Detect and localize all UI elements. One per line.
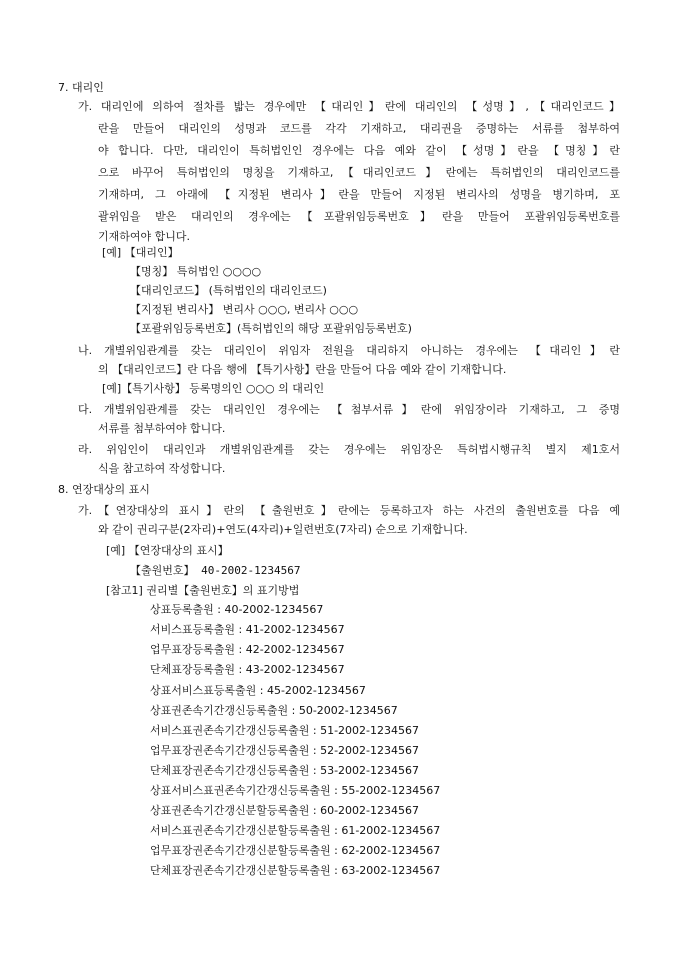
- s7-ga-example-attorney: 【지정된 변리사】 변리사 ○○○, 변리사 ○○○: [130, 303, 359, 316]
- reference-item: 단체표장권존속기간갱신분할등록출원 : 63-2002-1234567: [150, 864, 441, 877]
- s8-ga-example-label: [예] 【연장대상의 표시】: [106, 544, 229, 557]
- s7-ga-example-code: 【대리인코드】 (특허법인의 대리인코드): [130, 284, 327, 297]
- reference-item: 업무표장등록출원 : 42-2002-1234567: [150, 643, 345, 656]
- s7-ga-example-name: 【명칭】 특허법인 ○○○○: [130, 265, 262, 278]
- s7-ra-line-2: 식을 참고하여 작성합니다.: [98, 462, 226, 475]
- s7-ga-line-1: 가. 대리인에 의하여 절차를 밟는 경우에만 【대리인】란에 대리인의 【성명】,【대리인코드】: [78, 100, 620, 113]
- reference-item: 단체표장권존속기간갱신등록출원 : 53-2002-1234567: [150, 764, 420, 777]
- s7-ga-line-4: 으로 바꾸어 특허법인의 명칭을 기재하고,【대리인코드】란에는 특허법인의 대리인코드를: [98, 166, 620, 179]
- s7-ga-example-registration: 【포괄위임등록번호】(특허법인의 해당 포괄위임등록번호): [130, 322, 412, 335]
- reference-item: 상표권존속기간갱신분할등록출원 : 60-2002-1234567: [150, 804, 420, 817]
- section-7-heading: 7. 대리인: [58, 81, 104, 94]
- reference-item: 단체표장등록출원 : 43-2002-1234567: [150, 663, 345, 676]
- s7-na-line-1: 나. 개별위임관계를 갖는 대리인이 위임자 전원을 대리하지 아니하는 경우에는 【대리인】란: [78, 344, 620, 357]
- reference-item: 업무표장권존속기간갱신등록출원 : 52-2002-1234567: [150, 744, 420, 757]
- s8-ga-line-1: 가.【연장대상의 표시】란의 【출원번호】란에는 등록하고자 하는 사건의 출원번호를 다음 예: [78, 504, 620, 517]
- s7-ga-example-label: [예] 【대리인】: [102, 246, 179, 259]
- s7-ga-line-3: 야 합니다. 다만, 대리인이 특허법인인 경우에는 다음 예와 같이 【성명】란을 【명칭】란: [98, 144, 620, 157]
- reference-item: 서비스표권존속기간갱신분할등록출원 : 61-2002-1234567: [150, 824, 441, 837]
- s7-ra-line-1: 라. 위임인이 대리인과 개별위임관계를 갖는 경우에는 위임장은 특허법시행규칙 별지 제1호서: [78, 443, 620, 456]
- s8-ga-line-2: 와 같이 권리구분(2자리)+연도(4자리)+일련번호(7자리) 순으로 기재합니다.: [98, 523, 468, 536]
- reference-item: 서비스표등록출원 : 41-2002-1234567: [150, 623, 345, 636]
- s7-ga-line-7: 기재하여야 합니다.: [98, 230, 191, 243]
- s7-na-line-2: 의 【대리인코드】란 다음 행에 【특기사항】란을 만들어 다음 예와 같이 기재합니다.: [98, 363, 507, 376]
- reference-item: 서비스표권존속기간갱신등록출원 : 51-2002-1234567: [150, 724, 420, 737]
- reference-item: 업무표장권존속기간갱신분할등록출원 : 62-2002-1234567: [150, 844, 441, 857]
- s7-da-line-1: 다. 개별위임관계를 갖는 대리인인 경우에는 【첨부서류】란에 위임장이라 기재하고, 그 증명: [78, 403, 620, 416]
- reference-item: 상표권존속기간갱신등록출원 : 50-2002-1234567: [150, 704, 398, 717]
- s7-ga-line-2: 란을 만들어 대리인의 성명과 코드를 각각 기재하고, 대리권을 증명하는 서류를 첨부하여: [98, 122, 620, 135]
- s7-na-example: [예]【특기사항】 등록명의인 ○○○ 의 대리인: [102, 382, 325, 395]
- reference-item: 상표서비스표권존속기간갱신등록출원 : 55-2002-1234567: [150, 784, 441, 797]
- s7-da-line-2: 서류를 첨부하여야 합니다.: [98, 422, 226, 435]
- s8-ga-example-number: 【출원번호】 40-2002-1234567: [130, 564, 301, 577]
- s8-reference-title: [참고1] 권리별【출원번호】의 표기방법: [106, 584, 300, 597]
- reference-item: 상표서비스표등록출원 : 45-2002-1234567: [150, 684, 366, 697]
- reference-item: 상표등록출원 : 40-2002-1234567: [150, 603, 324, 616]
- s7-ga-line-5: 기재하며, 그 아래에 【지정된 변리사】란을 만들어 지정된 변리사의 성명을 병기하며, 포: [98, 188, 620, 201]
- s7-ga-line-6: 괄위임을 받은 대리인의 경우에는【포괄위임등록번호】란을 만들어 포괄위임등록번호를: [98, 210, 620, 223]
- section-8-heading: 8. 연장대상의 표시: [58, 483, 150, 496]
